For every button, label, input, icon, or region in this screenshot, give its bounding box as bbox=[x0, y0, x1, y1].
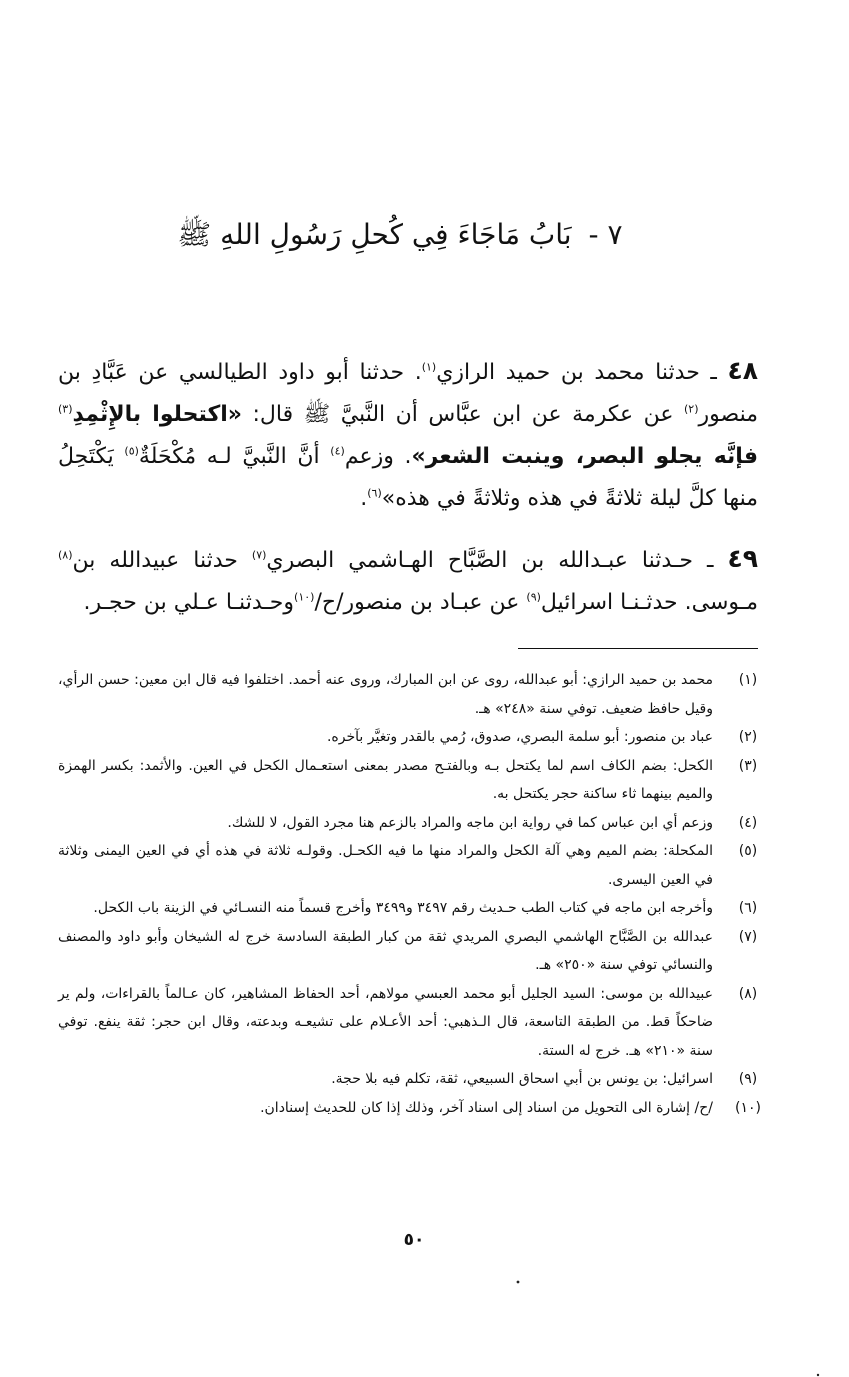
footnote-text: عبيدالله بن موسى: السيد الجليل أبو محمد العبسي مولاهم، أحد الحفاظ المشاهير، كان عـالماً بالقراءات، ولم ير ضاحكاً قط. من الطبقة التاسعة، قال الـذهبي: أحد الأعـلام على تشيعـه وبدعته، وقال ابن حجر: ثقة ينفع. توفي سنة «٢١٠» هـ. خرج له الستة. bbox=[58, 985, 713, 1059]
hadith-text: . bbox=[360, 486, 368, 511]
footnote-number: (٥) bbox=[738, 843, 758, 859]
footnote-text: عبدالله بن الصَّبَّاح الهاشمي البصري المريدي ثقة من كبار الطبقة السادسة خرج له الشيخان وأبو داود والمصنف والنسائي توفي سنة «٢٥٠» هـ. bbox=[58, 928, 713, 973]
ink-speck bbox=[517, 1281, 520, 1284]
footnote-number: (١٠) bbox=[735, 1099, 761, 1116]
prophetic-saying: «اكتحلوا بالإِثْمِدِ bbox=[72, 402, 243, 427]
hadith-text: أنَّ النَّبيَّ لـه مُكْحَلَةٌ bbox=[138, 444, 331, 469]
hadith-text: ـ حدثنا محمد بن حميد الرازي bbox=[436, 360, 728, 385]
chapter-heading: بَابُ مَاجَاءَ فِي كُحلِ رَسُولِ اللهِ ﷺ bbox=[177, 218, 572, 251]
hadith-text: عن عبـاد بن منصور/ح/ bbox=[314, 590, 527, 615]
footnote-text: وزعم أي ابن عباس كما في رواية ابن ماجه والمراد بالزعم هنا مجرد القول، لا للشك. bbox=[227, 814, 713, 831]
ink-speck bbox=[817, 1374, 819, 1376]
footnote-text: /ح/ إشارة الى التحويل من اسناد إلى اسناد آخر، وذلك إذا كان للحديث إسنادان. bbox=[260, 1099, 713, 1116]
footnote-ref: (٢) bbox=[684, 402, 699, 416]
footnote-ref: (٥) bbox=[124, 444, 139, 458]
footnote-text: المكحلة: بضم الميم وهي آلة الكحل والمراد منها ما فيه الكحـل. وقولـه ثلاثة في هذه أي في العين اليمنى وثلاثة في العين اليسرى. bbox=[58, 843, 713, 888]
footnote-text: الكحل: بضم الكاف اسم لما يكتحل بـه وبالفتـح مصدر بمعنى استعـمال الكحل في العين. والأثمد: بكسر الهمزة والميم بينهما ثاء ساكنة حجر يكتحل به. bbox=[58, 757, 713, 802]
page-number: ٥٠ bbox=[403, 1230, 425, 1250]
hadith-text: حدثنا عبيدالله بن bbox=[72, 548, 252, 573]
footnote-ref: (٤) bbox=[330, 444, 345, 458]
hadith-text: عن عكرمة عن ابن عبَّاس أن النَّبيَّ ﷺ قال: bbox=[242, 402, 684, 427]
hadith-text: . وزعم bbox=[344, 444, 412, 469]
footnote-number: (١) bbox=[738, 672, 758, 688]
footnote-number: (٩) bbox=[738, 1071, 758, 1087]
footnote-ref: (٨) bbox=[58, 548, 73, 562]
footnote-ref: (٩) bbox=[526, 590, 541, 604]
footnote-number: (٨) bbox=[738, 985, 758, 1002]
footnote-number: (٣) bbox=[738, 757, 758, 774]
footnote-number: (٢) bbox=[738, 729, 758, 745]
footnote-text: وأخرجه ابن ماجه في كتاب الطب حـديث رقم ٣٤٩٧ و٣٤٩٩ وأخرج قسماً منه النسـائي في الزينة باب الكحل. bbox=[93, 900, 713, 916]
prophetic-saying: فإنَّه يجلو البصر، وينبت الشعر» bbox=[411, 444, 758, 469]
footnote-text: عباد بن منصور: أبو سلمة البصري، صدوق، رُمي بالقدر وتغيَّر بآخره. bbox=[326, 729, 713, 745]
hadith-number: ٤٨ bbox=[727, 356, 758, 385]
footnote-ref: (٧) bbox=[251, 548, 267, 562]
footnote-ref: (١) bbox=[421, 360, 437, 374]
hadith-number: ٤٩ bbox=[727, 544, 758, 573]
hadith-text: ـ حـدثنا عبـدالله بن الصَّبَّاح الهـاشمي البصري bbox=[266, 548, 728, 573]
footnote-ref: (٣) bbox=[58, 402, 73, 416]
footnote-number: (٧) bbox=[738, 928, 758, 945]
hadith-text: وحـدثنـا عـلي بن حجـر. bbox=[83, 590, 295, 615]
footnote-text: محمد بن حميد الرازي: أبو عبدالله، روى عن ابن المبارك، وروى عنه أحمد. اختلفوا فيه قال ابن معين: حسن الرأي، وقيل حافظ ضعيف. توفي سنة «٢٤٨» هـ. bbox=[58, 672, 713, 717]
hadith-text: . حدثنا أبو داود الطيالسي عن عَبَّادِ بن منصور bbox=[58, 360, 759, 427]
hadith-text: يَكْتَحِلُ منها كلَّ ليلة ثلاثةً في هذه وثلاثةً في هذه» bbox=[58, 444, 758, 511]
hadith-text: مـوسى. حدثـنـا اسرائيل bbox=[540, 590, 758, 615]
chapter-number: ٧ - bbox=[588, 218, 623, 251]
footnote-text: اسرائيل: بن يونس بن أبي اسحاق السبيعي، ثقة، تكلم فيه بلا حجة. bbox=[331, 1071, 713, 1087]
footnote-ref: (١٠) bbox=[294, 590, 315, 604]
footnote-ref: (٦) bbox=[367, 486, 382, 500]
footnote-number: (٦) bbox=[738, 900, 758, 916]
footnote-number: (٤) bbox=[738, 814, 758, 831]
